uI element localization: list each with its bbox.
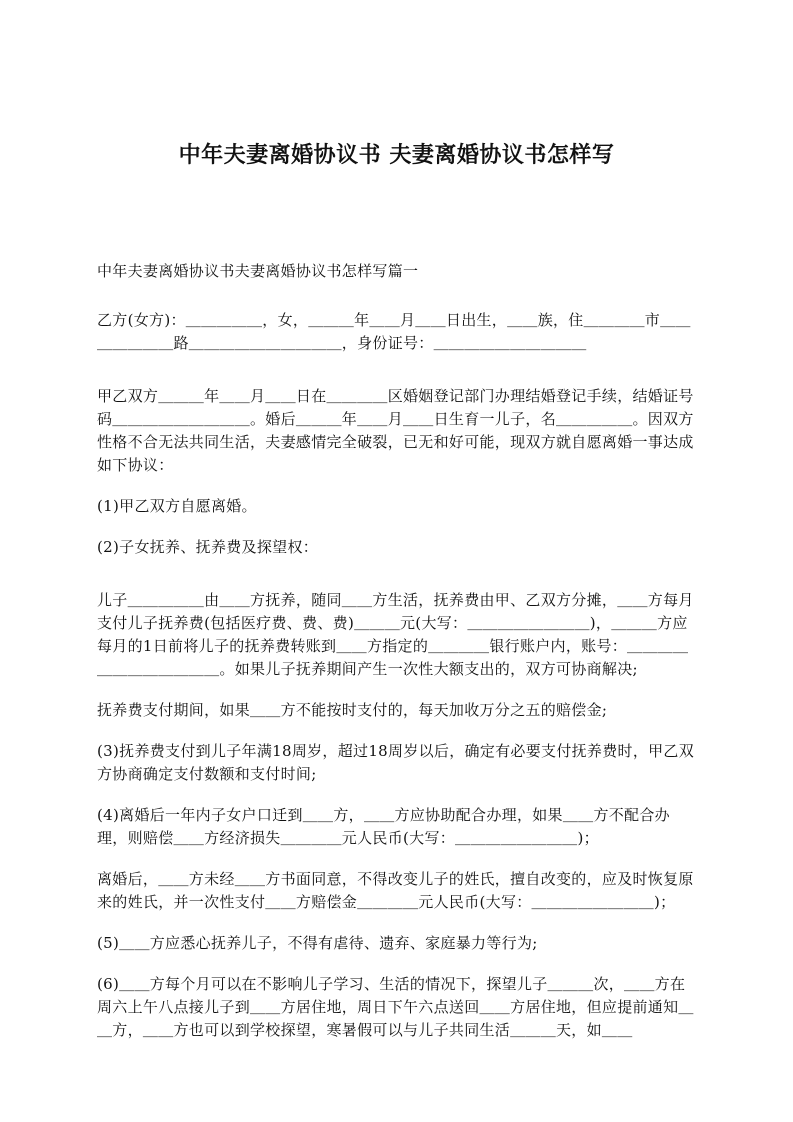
clause-6-paragraph: (6)＿＿方每个月可以在不影响儿子学习、生活的情况下，探望儿子＿＿＿次，＿＿方在周六上午八点接儿子到＿＿方居住地，周日下午六点送回＿＿方居住地，但应提前通知＿＿方，＿＿方也可以到学校探望，寒暑假可以与儿子共同生活＿＿＿天，如＿＿ <box>97 975 694 1039</box>
party-b-info-paragraph: 乙方(女方)：＿＿＿＿＿，女，＿＿＿年＿＿月＿＿日出生，＿＿族，住＿＿＿＿市＿＿＿＿＿＿＿路＿＿＿＿＿＿＿＿＿＿，身份证号：＿＿＿＿＿＿＿＿＿＿ <box>97 311 691 352</box>
section-heading: 中年夫妻离婚协议书夫妻离婚协议书怎样写篇一 <box>97 262 419 280</box>
marriage-background-paragraph: 甲乙双方＿＿＿年＿＿月＿＿日在＿＿＿＿区婚姻登记部门办理结婚登记手续，结婚证号码＿＿＿＿＿＿＿＿＿。婚后＿＿＿年＿＿月＿＿日生育一儿子，名＿＿＿＿＿。因双方性格不合无法共同生活，夫妻感情完全破裂，已无和好可能，现双方就自愿离婚一事达成如下协议： <box>97 387 694 474</box>
late-payment-paragraph: 抚养费支付期间，如果＿＿方不能按时支付的，每天加收万分之五的赔偿金; <box>97 701 608 719</box>
clause-1-paragraph: (1)甲乙双方自愿离婚。 <box>97 497 257 515</box>
clause-2-heading: (2)子女抚养、抚养费及探望权： <box>97 538 319 556</box>
clause-3-paragraph: (3)抚养费支付到儿子年满18周岁，超过18周岁以后，确定有必要支付抚养费时，甲乙双方协商确定支付数额和支付时间; <box>97 742 695 783</box>
document-body <box>97 260 697 1060</box>
clause-4-paragraph: (4)离婚后一年内子女户口迁到＿＿方，＿＿方应协助配合办理，如果＿＿方不配合办理，则赔偿＿＿方经济损失＿＿＿＿元人民币(大写：＿＿＿＿＿＿＿＿)； <box>97 806 670 847</box>
clause-5-paragraph: (5)＿＿方应悉心抚养儿子，不得有虐待、遗弃、家庭暴力等行为; <box>97 934 538 952</box>
child-support-paragraph: 儿子＿＿＿＿＿由＿＿方抚养，随同＿＿方生活，抚养费由甲、乙双方分摊，＿＿方每月支付儿子抚养费(包括医疗费、费、费)＿＿＿元(大写：＿＿＿＿＿＿＿＿)，＿＿＿方应每月的1日前将儿子的抚养费转账到＿＿方指定的＿＿＿＿银行账户内，账号：＿＿＿＿＿＿＿＿＿＿＿＿。如果儿子抚养期间产生一次性大额支出的，双方可协商解决; <box>97 591 694 678</box>
document-title: 中年夫妻离婚协议书 夫妻离婚协议书怎样写 <box>178 142 615 168</box>
surname-paragraph: 离婚后，＿＿方未经＿＿方书面同意，不得改变儿子的姓氏，擅自改变的，应及时恢复原来的姓氏，并一次性支付＿＿方赔偿金＿＿＿＿元人民币(大写：＿＿＿＿＿＿＿＿)； <box>97 870 694 911</box>
